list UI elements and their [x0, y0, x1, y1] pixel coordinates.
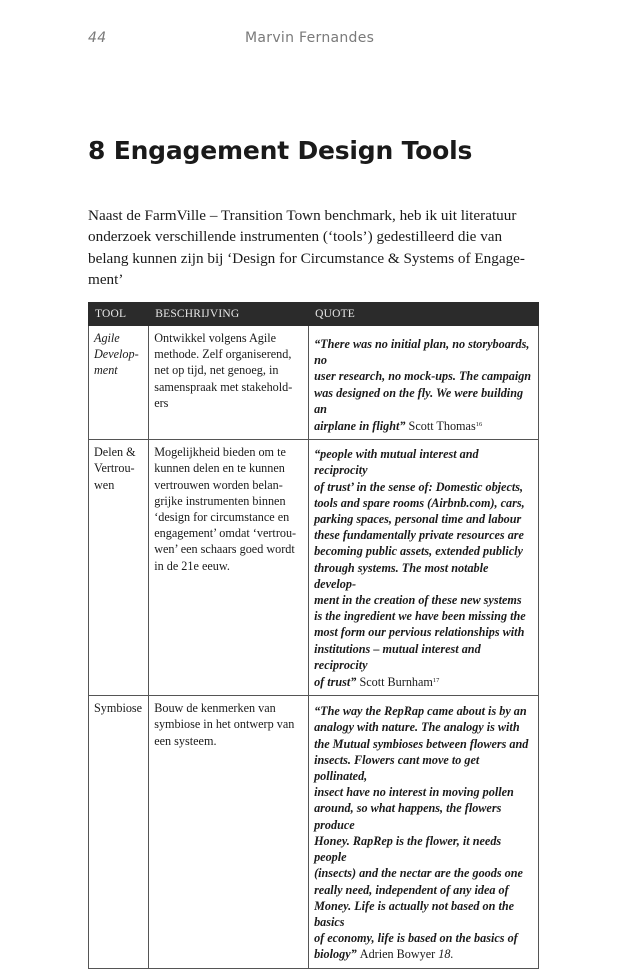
column-header-quote: QUOTE — [309, 303, 539, 326]
quote-attribution: Scott Burnham — [359, 675, 433, 690]
intro-line: Naast de FarmVille – Transition Town benchmark, heb ik uit literatuur — [88, 207, 517, 224]
footnote-marker: 18. — [438, 947, 454, 962]
quote-line: of economy, life is based on the basics of — [314, 931, 518, 946]
quote-line: was designed on the fly. We were building an — [314, 385, 524, 416]
tool-name-line: ment — [94, 363, 118, 378]
tool-cell — [89, 440, 149, 696]
description-line: methode. Zelf organiserend, — [154, 347, 292, 362]
quote-line: is the ingredient we have been missing the — [314, 609, 526, 624]
quote-cell — [309, 440, 539, 696]
quote-line: through systems. The most notable develop- — [314, 560, 489, 591]
tool-name-line: Delen & — [94, 445, 136, 460]
tools-table — [88, 302, 539, 969]
quote-cell — [309, 696, 539, 968]
tool-cell — [89, 696, 149, 968]
footnote-marker: 17 — [432, 677, 440, 685]
description-cell — [149, 326, 309, 440]
column-header-tool: TOOL — [89, 303, 149, 326]
quote-line: “The way the RepRap came about is by an — [314, 704, 527, 719]
description-line: een systeem. — [154, 733, 217, 748]
description-line: samenspraak met stakehold- — [154, 379, 293, 394]
quote-line: tools and spare rooms (Airbnb.com), cars, — [314, 495, 525, 510]
intro-paragraph — [88, 205, 544, 290]
tool-name-line: Agile — [94, 331, 120, 345]
quote-line: biology” — [314, 947, 357, 962]
description-line: engagement’ omdat ‘vertrou- — [154, 526, 297, 541]
description-line: in de 21e eeuw. — [154, 558, 230, 573]
quote-line: user research, no mock-ups. The campaign — [314, 369, 532, 384]
description-cell — [149, 696, 309, 968]
column-header-description: BESCHRIJVING — [149, 303, 309, 326]
intro-line: belang kunnen zijn bij ‘Design for Circumstance & Systems of Engage- — [88, 249, 525, 267]
description-line: ‘design for circumstance en — [154, 510, 290, 525]
description-line: ers — [154, 395, 169, 410]
quote-line: of trust’ in the sense of: Domestic objects, — [314, 479, 524, 494]
quote-line: the Mutual symbioses between flowers and — [314, 736, 529, 751]
description-cell — [149, 440, 309, 696]
description-line: kunnen delen en te kunnen — [154, 461, 285, 476]
quote-line: analogy with nature. The analogy is with — [314, 720, 520, 735]
table-row-symbiose — [89, 696, 539, 968]
running-head — [88, 30, 558, 50]
description-line: symbiose in het ontwerp van — [154, 717, 295, 732]
quote-line: “There was no initial plan, no storyboards, no — [314, 337, 530, 368]
tool-name-line: Vertrou- — [94, 461, 135, 476]
quote-line: “people with mutual interest and reciprocity — [314, 447, 479, 478]
quote-line: insect have no interest in moving pollen — [314, 785, 514, 800]
intro-line: ment’ — [88, 270, 124, 288]
quote-line: becoming public assets, extended publicly — [314, 544, 523, 559]
quote-line: Money. Life is actually not based on the basics — [314, 898, 515, 929]
quote-line: most form our pervious relationships with — [314, 625, 525, 640]
description-line: Bouw de kenmerken van — [154, 701, 276, 716]
quote-line: airplane in flight” — [314, 419, 406, 434]
quote-line: of trust” — [314, 675, 357, 690]
description-line: net op tijd, net genoeg, in — [154, 363, 279, 378]
quote-cell — [309, 326, 539, 440]
description-line: Mogelijkheid bieden om te — [154, 445, 286, 460]
chapter-title: 8 Engagement Design Tools — [88, 136, 473, 165]
quote-line: around, so what happens, the flowers produce — [314, 801, 502, 832]
quote-line: really need, independent of any idea of — [314, 882, 509, 897]
table-row-delen-vertrouwen — [89, 440, 539, 696]
quote-line: (insects) and the nectar are the goods one — [314, 866, 523, 881]
tool-cell — [89, 326, 149, 440]
quote-line: institutions – mutual interest and reciprocity — [314, 641, 481, 672]
tool-name-line: Symbiose — [94, 701, 143, 716]
quote-line: parking spaces, personal time and labour — [314, 512, 522, 527]
table-row-agile — [89, 326, 539, 440]
description-line: Ontwikkel volgens Agile — [154, 331, 277, 345]
quote-attribution: Adrien Bowyer — [359, 947, 436, 962]
description-line: grijke instrumenten binnen — [154, 493, 286, 508]
table-header-row — [89, 303, 539, 326]
quote-line: Honey. RapRep is the flower, it needs people — [314, 833, 502, 865]
quote-attribution: Scott Thomas — [408, 419, 476, 434]
description-line: wen’ een schaars goed wordt — [154, 542, 295, 557]
page-number: 44 — [88, 30, 107, 46]
description-line: vertrouwen worden belan- — [154, 477, 283, 492]
quote-line: ment in the creation of these new systems — [314, 593, 522, 608]
running-head-author: Marvin Fernandes — [245, 30, 375, 46]
quote-line: insects. Flowers cant move to get pollinated, — [314, 752, 480, 784]
footnote-marker: 16 — [475, 421, 483, 429]
quote-line: these fundamentally private resources are — [314, 528, 524, 543]
tool-name-line: Develop- — [94, 347, 139, 362]
intro-line: onderzoek verschillende instrumenten (‘tools’) gedestilleerd die van — [88, 228, 503, 246]
tool-name-line: wen — [94, 477, 115, 492]
